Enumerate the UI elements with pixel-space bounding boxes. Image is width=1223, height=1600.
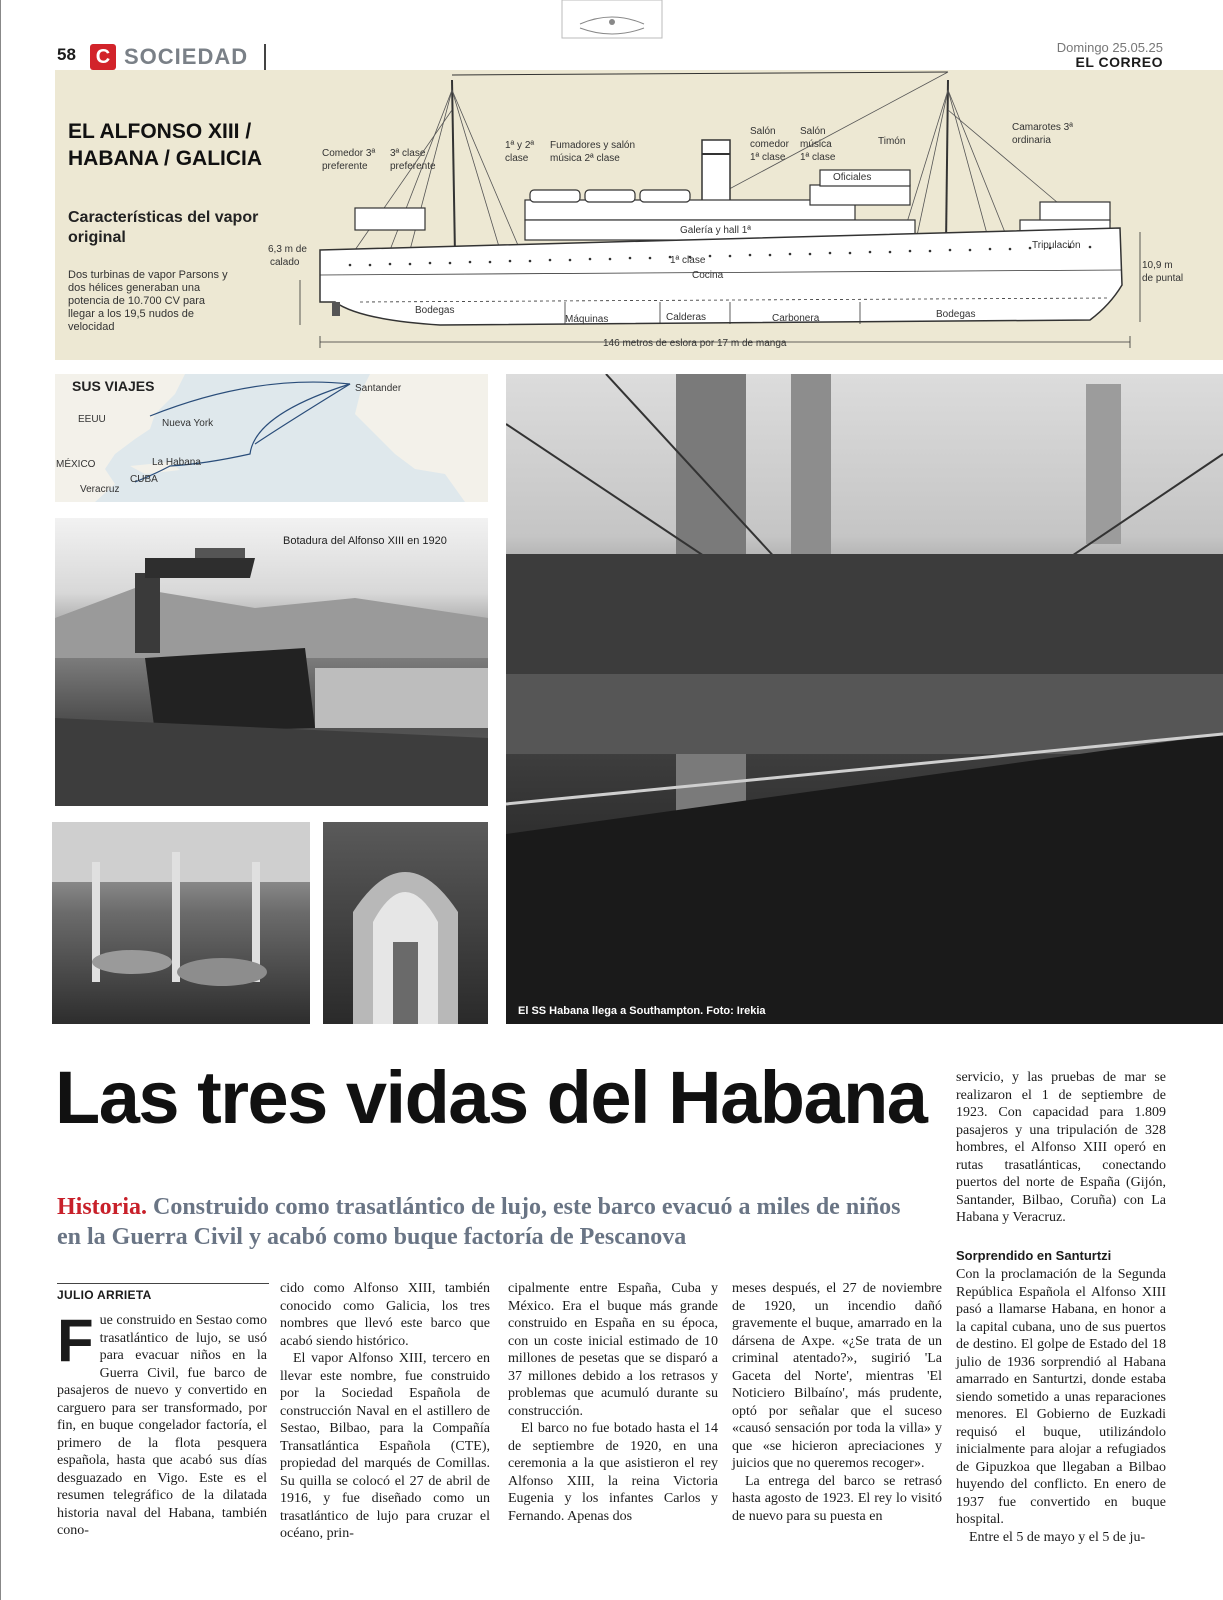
ship-cross-section-diagram bbox=[260, 70, 1223, 360]
column-4-paragraph-2: La entrega del barco se retrasó hasta agosto de 1923. El rey lo visitó de nuevo para su puesta en bbox=[732, 1473, 942, 1524]
drop-cap: F bbox=[57, 1307, 94, 1374]
label-maquinas: Máquinas bbox=[565, 314, 609, 325]
photo-dining-shapes bbox=[52, 822, 310, 1024]
infographic-subtitle: Características del vapor original bbox=[68, 209, 259, 246]
column-3-paragraph-2: El barco no fue botado hasta el 14 de septiembre de 1920, en una ceremonia a la que asistieron el rey Alfonso XIII, la reina Victoria Eugenia y los infantes Carlos y Fernando. Apenas dos bbox=[508, 1421, 718, 1524]
label-comedor-3: Comedor 3ª bbox=[322, 148, 376, 159]
label-carbonera: Carbonera bbox=[772, 313, 820, 324]
column-2-paragraph-1: cido como Alfonso XIII, también conocido como Galicia, los tres nombres que llevó este barco que acabó siendo histórico. bbox=[280, 1281, 490, 1349]
svg-text:de puntal: de puntal bbox=[1142, 273, 1184, 284]
svg-text:clase: clase bbox=[505, 153, 529, 164]
label-calado: 6,3 m de bbox=[268, 244, 307, 255]
label-fumadores: Fumadores y salón bbox=[550, 140, 636, 151]
section-divider bbox=[264, 44, 266, 72]
section-logo: C bbox=[90, 44, 116, 70]
map-label-la-habana: La Habana bbox=[152, 457, 201, 468]
label-camarotes: Camarotes 3ª bbox=[1012, 122, 1073, 133]
label-clase-1: 1ª clase bbox=[670, 255, 706, 266]
photo-launch-caption: Botadura del Alfonso XIII en 1920 bbox=[283, 535, 447, 547]
svg-text:música 2ª clase: música 2ª clase bbox=[550, 153, 620, 164]
article-column-1 bbox=[57, 1307, 267, 1540]
map-label-eeuu: EEUU bbox=[78, 414, 106, 425]
label-bodegas-proa: Bodegas bbox=[936, 309, 976, 320]
ship-rudder bbox=[332, 302, 340, 316]
svg-text:comedor: comedor bbox=[750, 139, 789, 150]
photo-main-shapes bbox=[506, 374, 1223, 1024]
map-label-veracruz: Veracruz bbox=[80, 484, 120, 495]
column-5-paragraph-3: Entre el 5 de mayo y el 5 de ju- bbox=[969, 1529, 1146, 1545]
map-label-cuba: CUBA bbox=[130, 474, 158, 485]
label-bodegas-popa: Bodegas bbox=[415, 305, 455, 316]
svg-text:1ª clase: 1ª clase bbox=[750, 152, 786, 163]
label-calderas: Calderas bbox=[666, 312, 707, 323]
infographic-description: Dos turbinas de vapor Parsons y dos hélices generaban una potencia de 10.700 CV para llegar a los 19,5 nudos de velocidad bbox=[68, 269, 228, 333]
photo-main-caption: El SS Habana llega a Southampton. Foto: Irekia bbox=[518, 1005, 766, 1017]
label-clase-1-2: 1ª y 2ª bbox=[505, 140, 535, 151]
label-salon-musica: Salón bbox=[800, 126, 826, 137]
dek-text: Construido como trasatlántico de lujo, este barco evacuó a miles de niños en la Guerra Civil y acabó como buque factoría de Pescanova bbox=[57, 1194, 901, 1250]
byline-rule bbox=[57, 1283, 269, 1284]
photo-launch-shapes bbox=[55, 518, 488, 806]
map-label-mexico: MÉXICO bbox=[56, 459, 96, 470]
label-eslora: 146 metros de eslora por 17 m de manga bbox=[603, 338, 787, 349]
article-subhead: Sorprendido en Santurtzi bbox=[956, 1247, 1112, 1263]
photo-dining-room bbox=[52, 822, 310, 1024]
label-tripulacion: Tripulación bbox=[1032, 240, 1081, 251]
article-column-2 bbox=[280, 1280, 490, 1543]
byline: JULIO ARRIETA bbox=[57, 1288, 152, 1302]
column-1-text: ue construido en Sestao como trasatlántico de lujo, se usó para evacuar niños en la Guerra Civil, fue barco de pasajeros de nuevo y convertido en carguero para ser transformado, por fin, en buque congelador factoría, el primero de la flota pesquera española, hasta que acabó sus días desguazado en Vigo. Este es el resumen telegráfico de la dilatada historia naval del Habana, también cono- bbox=[57, 1313, 267, 1538]
svg-text:calado: calado bbox=[270, 257, 300, 268]
svg-text:preferente: preferente bbox=[390, 161, 436, 172]
map-title: SUS VIAJES bbox=[72, 378, 155, 394]
svg-text:preferente: preferente bbox=[322, 161, 368, 172]
article-column-5 bbox=[956, 1069, 1166, 1546]
column-3-paragraph-1: cipalmente entre España, Cuba y México. Era el buque más grande construido en España en su época, con un coste inicial estimado de 10 millones de pesetas que se disparó a 37 millones debido a los retrasos y problemas que acumuló durante su construcción. bbox=[508, 1281, 718, 1419]
map-label-nueva-york: Nueva York bbox=[162, 418, 214, 429]
svg-text:ordinaria: ordinaria bbox=[1012, 135, 1051, 146]
photo-arch-shapes bbox=[323, 822, 488, 1024]
infographic-title: EL ALFONSO XIII / HABANA / GALICIA bbox=[68, 120, 263, 170]
page-number: 58 bbox=[57, 45, 76, 64]
article-headline: Las tres vidas del Habana bbox=[55, 1056, 927, 1139]
photo-moorish-arch bbox=[323, 822, 488, 1024]
label-salon-comedor: Salón bbox=[750, 126, 776, 137]
newspaper-name: EL CORREO bbox=[1075, 54, 1163, 70]
label-oficiales: Oficiales bbox=[833, 172, 872, 183]
label-galeria: Galería y hall 1ª bbox=[680, 225, 751, 236]
page-edge bbox=[0, 0, 1, 1600]
column-2-paragraph-2: El vapor Alfonso XIII, tercero en llevar este nombre, fue construido por la Sociedad Española de construcción Naval en el astillero de Sestao, Bilbao, para la Compañía Transatlántica Española (CTE), propiedad del marqués de Comillas. Su quilla se colocó el 27 de abril de 1916, y fue diseñado como un trasatlántico de lujo para cruzar el océano, prin- bbox=[280, 1351, 490, 1541]
map-label-santander: Santander bbox=[355, 383, 402, 394]
svg-text:1ª clase: 1ª clase bbox=[800, 152, 836, 163]
column-5-paragraph-2: Con la proclamación de la Segunda República Española el Alfonso XIII pasó a llamarse Habana, en honor a la capital cubana, uno de sus puertos de destino. El golpe de Estado del 18 julio de 1936 sorprendió al Habana amarrado en Santurtzi, donde estaba siendo sometido a unas reparaciones menores. El Gobierno de Euzkadi requisó el buque, utilizándolo inicialmente para alojar a refugiados de Gipuzkoa que llegaban a Bilbao huyendo del conflicto. En enero de 1937 fue convertido en buque hospital. bbox=[956, 1267, 1166, 1527]
column-4-paragraph-1: meses después, el 27 de noviembre de 1920, un incendio dañó gravemente el buque, amarrado en la dársena de Axpe. «¿Se trata de un criminal atentado?», sugirió 'La Gaceta del Norte', mientras 'El Noticiero Bilbaíno', más prudente, optó por señalar que el suceso «causó sensación por toda la villa» y que «se hicieron apreciaciones y juicios que no queremos recoger». bbox=[732, 1281, 942, 1471]
label-cocina: Cocina bbox=[692, 270, 724, 281]
label-timon: Timón bbox=[878, 136, 906, 147]
article-dek bbox=[57, 1192, 917, 1252]
label-puntal: 10,9 m bbox=[1142, 260, 1173, 271]
article-column-3 bbox=[508, 1280, 718, 1525]
column-5-paragraph-1: servicio, y las pruebas de mar se realizaron el 1 de septiembre de 1923. Con capacidad para 1.809 pasajeros y una tripulación de 328 hombres, el Alfonso XIII operó en rutas trasatlánticas, conectando puertos del norte de España (Gijón, Santander, Bilbao, Coruña) con La Habana y Veracruz. bbox=[956, 1070, 1166, 1225]
photo-ship-launch bbox=[55, 518, 488, 806]
dek-kicker: Historia. bbox=[57, 1194, 147, 1220]
issue-date: Domingo 25.05.25 bbox=[1056, 40, 1163, 55]
svg-text:música: música bbox=[800, 139, 832, 150]
section-name: SOCIEDAD bbox=[124, 44, 249, 69]
article-column-4 bbox=[732, 1280, 942, 1525]
photo-ss-habana-southampton bbox=[506, 374, 1223, 1024]
masthead-ornament bbox=[560, 0, 664, 40]
label-clase-3-preferente: 3ª clase bbox=[390, 148, 426, 159]
